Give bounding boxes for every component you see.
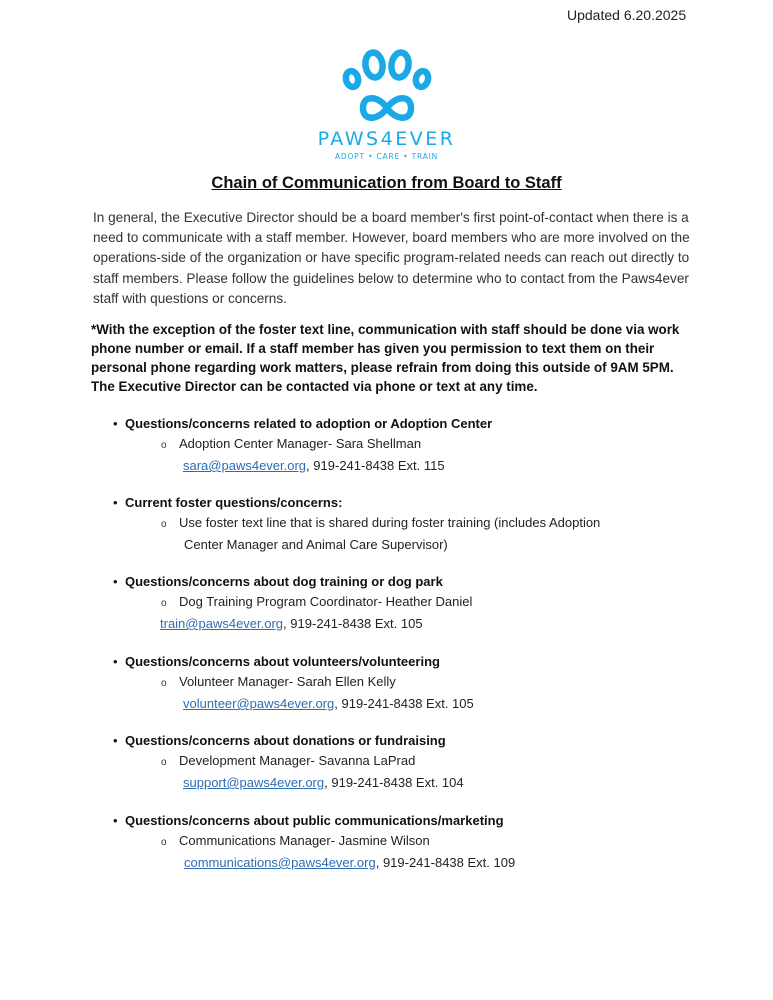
phone-number: 919-241-8438 Ext. 105 — [290, 616, 423, 631]
contact-name: Dog Training Program Coordinator- Heather Daniel — [179, 594, 473, 609]
section-heading — [113, 493, 713, 513]
contact-text-2: Center Manager and Animal Care Supervisor) — [184, 537, 448, 552]
paws4ever-logo — [300, 48, 473, 161]
contact-person — [113, 513, 713, 535]
heading-text: Current foster questions/concerns: — [125, 495, 343, 510]
sub-bullet-icon: o — [161, 519, 167, 530]
email-link[interactable]: sara@paws4ever.org — [183, 458, 307, 473]
contact-person — [113, 592, 713, 614]
section-communications — [113, 811, 713, 873]
separator: , — [334, 696, 338, 711]
intro-text: In general, the Executive Director should be a board member's first point-of-contact when there is a need to communicate with a staff member. However, board members who are more involved on the operations-side of the organization or have specific program-related needs can reach out directly to staff members. Please follow the guidelines below to determine who to contact from the Paws4ever staff with questions or concerns. — [93, 210, 690, 306]
bullet-icon: • — [113, 416, 118, 431]
heading-text: Questions/concerns about dog training or dog park — [125, 574, 443, 589]
contact-details — [113, 456, 713, 476]
heading-text: Questions/concerns about public communications/marketing — [125, 813, 504, 828]
contact-details — [113, 853, 713, 873]
bullet-icon: • — [113, 733, 118, 748]
section-heading — [113, 414, 713, 434]
separator: , — [283, 616, 287, 631]
brand-tagline: ADOPT • CARE • TRAIN — [334, 152, 439, 161]
section-heading — [113, 731, 713, 751]
sub-bullet-icon: o — [161, 598, 167, 609]
bullet-icon: • — [113, 813, 118, 828]
bullet-icon: • — [113, 574, 118, 589]
section-heading — [113, 811, 713, 831]
section-heading — [113, 652, 713, 672]
separator: , — [306, 458, 310, 473]
separator: , — [375, 855, 380, 870]
document-title: Chain of Communication from Board to Staff — [211, 174, 562, 192]
heading-text: Questions/concerns about volunteers/volunteering — [125, 654, 440, 669]
sub-bullet-icon: o — [161, 837, 167, 848]
phone-number: 919-241-8438 Ext. 109 — [382, 855, 516, 870]
notice-text: *With the exception of the foster text line, communication with staff should be done via work phone number or email. If a staff member has given you permission to text them on their personal phone regarding work matters, please refrain from doing this outside of 9AM 5PM. The Executive Director can be contacted via phone or text at any time. — [91, 322, 680, 394]
bullet-icon: • — [113, 654, 118, 669]
notice-paragraph — [91, 320, 691, 396]
contact-text-continued — [113, 535, 713, 555]
separator: , — [324, 775, 328, 790]
section-foster — [113, 493, 713, 555]
brand-name: PAWS4EVER — [317, 128, 456, 150]
phone-number: 919-241-8438 Ext. 104 — [331, 775, 464, 790]
contact-details — [113, 773, 713, 793]
contact-name: Communications Manager- Jasmine Wilson — [179, 833, 430, 848]
contact-name: Adoption Center Manager- Sara Shellman — [179, 436, 422, 451]
contact-details — [113, 694, 713, 714]
section-adoption — [113, 414, 713, 476]
phone-number: 919-241-8438 Ext. 115 — [313, 458, 445, 473]
paw-infinity-icon — [335, 48, 439, 128]
sub-bullet-icon: o — [161, 678, 167, 689]
sub-bullet-icon: o — [161, 757, 167, 768]
section-dog-training — [113, 572, 713, 634]
contact-person — [113, 672, 713, 694]
phone-number: 919-241-8438 Ext. 105 — [341, 696, 474, 711]
section-heading — [113, 572, 713, 592]
email-link[interactable]: volunteer@paws4ever.org — [183, 696, 335, 711]
sub-bullet-icon: o — [161, 440, 167, 451]
heading-text: Questions/concerns related to adoption or Adoption Center — [125, 416, 493, 431]
contact-text: Use foster text line that is shared during foster training (includes Adoption — [179, 515, 601, 530]
intro-paragraph — [93, 208, 703, 309]
updated-date: Updated 6.20.2025 — [567, 7, 687, 23]
email-link[interactable]: train@paws4ever.org — [160, 616, 284, 631]
contact-details — [113, 614, 713, 634]
section-donations — [113, 731, 713, 793]
email-link[interactable]: support@paws4ever.org — [183, 775, 325, 790]
bullet-icon: • — [113, 495, 118, 510]
contact-person — [113, 434, 713, 456]
contact-person — [113, 751, 713, 773]
section-volunteers — [113, 652, 713, 714]
contact-person — [113, 831, 713, 853]
contact-name: Volunteer Manager- Sarah Ellen Kelly — [179, 674, 396, 689]
email-link[interactable]: communications@paws4ever.org — [184, 855, 376, 870]
contact-name: Development Manager- Savanna LaPrad — [179, 753, 416, 768]
heading-text: Questions/concerns about donations or fundraising — [125, 733, 446, 748]
